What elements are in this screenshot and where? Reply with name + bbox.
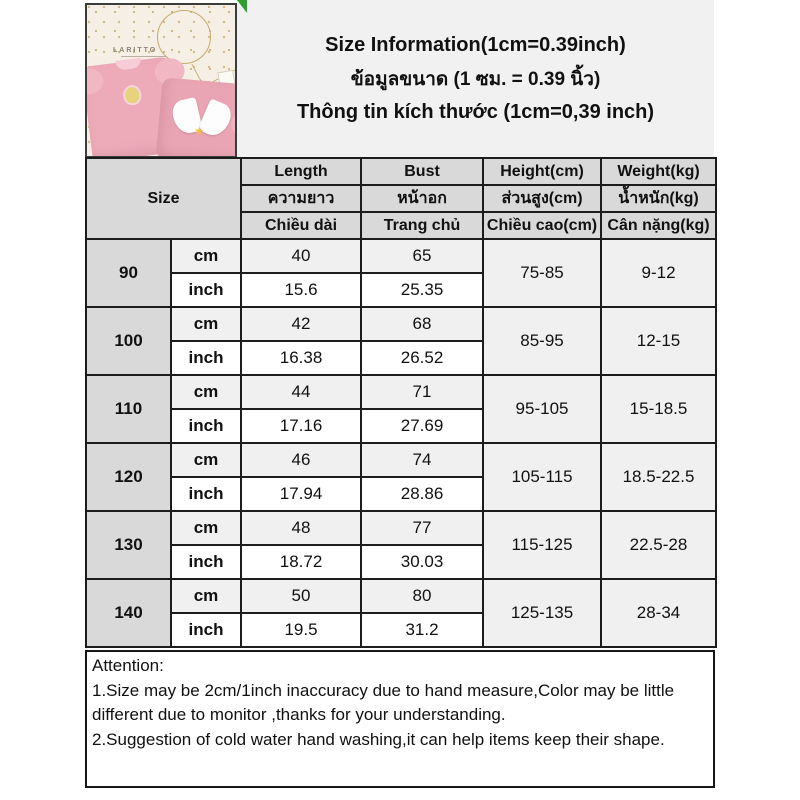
unit-inch-label: inch (171, 613, 241, 647)
bust-cm-value: 74 (361, 443, 483, 477)
col-header-weight-en: Weight(kg) (601, 158, 716, 185)
size-value: 110 (86, 375, 171, 443)
brand-label: LARITTO (113, 47, 158, 54)
bust-inch-value: 30.03 (361, 545, 483, 579)
bust-inch-value: 27.69 (361, 409, 483, 443)
unit-cm-label: cm (171, 239, 241, 273)
col-header-weight-th: น้ำหนัก(kg) (601, 185, 716, 212)
length-inch-value: 17.16 (241, 409, 361, 443)
bust-inch-value: 25.35 (361, 273, 483, 307)
unit-cm-label: cm (171, 307, 241, 341)
weight-value: 15-18.5 (601, 375, 716, 443)
length-inch-value: 19.5 (241, 613, 361, 647)
bust-inch-value: 26.52 (361, 341, 483, 375)
title-vietnamese: Thông tin kích thước (1cm=0,39 inch) (296, 100, 655, 123)
attention-line-2: 2.Suggestion of cold water hand washing,it can help items keep their shape. (92, 729, 665, 749)
height-value: 75-85 (483, 239, 601, 307)
length-inch-value: 18.72 (241, 545, 361, 579)
size-value: 130 (86, 511, 171, 579)
title-panel (237, 0, 714, 157)
unit-inch-label: inch (171, 545, 241, 579)
length-cm-value: 42 (241, 307, 361, 341)
col-header-height-th: ส่วนสูง(cm) (483, 185, 601, 212)
shirt-sleeve (230, 111, 237, 137)
col-header-height-en: Height(cm) (483, 158, 601, 185)
unit-inch-label: inch (171, 409, 241, 443)
weight-value: 9-12 (601, 239, 716, 307)
shirt-sleeve (85, 67, 105, 96)
star-icon: ★ (193, 125, 205, 139)
unit-cm-label: cm (171, 511, 241, 545)
col-header-weight-vn: Cân nặng(kg) (601, 212, 716, 239)
title-english: Size Information(1cm=0.39inch) (325, 33, 626, 56)
size-value: 90 (86, 239, 171, 307)
unit-cm-label: cm (171, 579, 241, 613)
height-value: 125-135 (483, 579, 601, 647)
unit-cm-label: cm (171, 443, 241, 477)
length-cm-value: 50 (241, 579, 361, 613)
shirt-collar (115, 58, 142, 71)
height-value: 115-125 (483, 511, 601, 579)
col-header-length-vn: Chiều dài (241, 212, 361, 239)
col-header-bust-en: Bust (361, 158, 483, 185)
length-inch-value: 15.6 (241, 273, 361, 307)
bust-inch-value: 28.86 (361, 477, 483, 511)
col-header-height-vn: Chiều cao(cm) (483, 212, 601, 239)
weight-value: 18.5-22.5 (601, 443, 716, 511)
length-cm-value: 44 (241, 375, 361, 409)
size-value: 100 (86, 307, 171, 375)
attention-line-1: 1.Size may be 2cm/1inch inaccuracy due to hand measure,Color may be little different due to monitor ,thanks for your understanding. (92, 680, 675, 725)
weight-value: 28-34 (601, 579, 716, 647)
bust-cm-value: 71 (361, 375, 483, 409)
unit-inch-label: inch (171, 341, 241, 375)
attention-title: Attention: (92, 656, 164, 675)
size-value: 140 (86, 579, 171, 647)
size-column-header: Size (86, 158, 241, 239)
pink-shirt-right (156, 77, 237, 158)
unit-inch-label: inch (171, 273, 241, 307)
weight-value: 12-15 (601, 307, 716, 375)
attention-note-box (85, 650, 715, 788)
product-photo (85, 3, 237, 158)
col-header-bust-th: หน้าอก (361, 185, 483, 212)
unit-inch-label: inch (171, 477, 241, 511)
length-cm-value: 46 (241, 443, 361, 477)
bust-cm-value: 65 (361, 239, 483, 273)
unit-cm-label: cm (171, 375, 241, 409)
col-header-bust-vn: Trang chủ (361, 212, 483, 239)
weight-value: 22.5-28 (601, 511, 716, 579)
bust-cm-value: 68 (361, 307, 483, 341)
duck-motif (124, 86, 140, 104)
bust-inch-value: 31.2 (361, 613, 483, 647)
title-thai: ข้อมูลขนาด (1 ซม. = 0.39 นิ้ว) (350, 68, 601, 90)
height-value: 95-105 (483, 375, 601, 443)
bust-cm-value: 80 (361, 579, 483, 613)
bust-cm-value: 77 (361, 511, 483, 545)
col-header-length-en: Length (241, 158, 361, 185)
height-value: 105-115 (483, 443, 601, 511)
height-value: 85-95 (483, 307, 601, 375)
length-inch-value: 16.38 (241, 341, 361, 375)
size-value: 120 (86, 443, 171, 511)
length-inch-value: 17.94 (241, 477, 361, 511)
length-cm-value: 40 (241, 239, 361, 273)
col-header-length-th: ความยาว (241, 185, 361, 212)
length-cm-value: 48 (241, 511, 361, 545)
size-table (85, 157, 717, 648)
